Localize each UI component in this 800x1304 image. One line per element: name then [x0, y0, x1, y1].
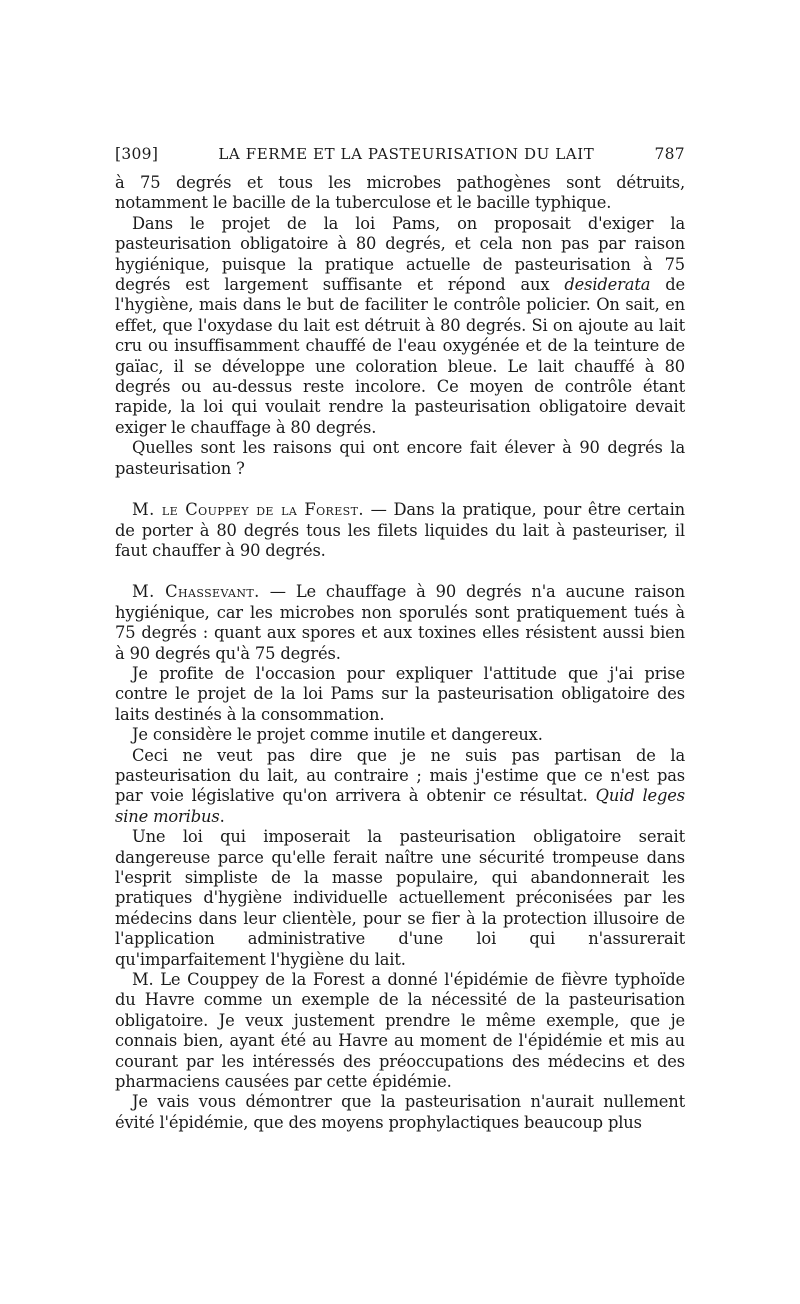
paragraph-gap	[115, 479, 685, 500]
running-title: LA FERME ET LA PASTEURISATION DU LAIT	[218, 145, 595, 163]
paragraph-9: Une loi qui imposerait la pasteurisation obligatoire serait dangereuse parce qu'elle ferait naître une sécurité trompeuse dans l'esprit simpliste de la masse populaire, qui abandonnerait les pratiques d'hygiène individuelle actuellement préconisées par les médecins dans leur clientèle, pour se fier à la protection illusoire de l'application administrative d'une loi qui n'assurerait qu'imparfaitement l'hygiène du lait.	[115, 827, 685, 969]
document-page	[115, 145, 685, 1133]
paragraph-11: Je vais vous démontrer que la pasteurisation n'aurait nullement évité l'épidémie, que des moyens prophylactiques beaucoup plus	[115, 1092, 685, 1132]
paragraph-5-text: — Le chauffage à 90 degrés n'a aucune raison hygiénique, car les microbes non sporulés sont pratiquement tués à 75 degrés : quant aux spores et aux toxines elles résistent aussi bien à 90 degrés qu'à 75 degrés.	[115, 582, 685, 663]
paragraph-8-text-b: .	[219, 806, 225, 826]
paragraph-7: Je considère le projet comme inutile et dangereux.	[132, 725, 543, 745]
paragraph-6: Je profite de l'occasion pour expliquer l'attitude que j'ai prise contre le projet de la loi Pams sur la pasteurisation obligatoire des laits destinés à la consommation.	[115, 663, 685, 724]
paragraph-5	[115, 582, 685, 664]
page-number: 787	[654, 145, 685, 163]
paragraph-4	[115, 500, 685, 561]
paragraph-4-text: — Dans la pratique, pour être certain de porter à 80 degrés tous les filets liquides du lait à pasteuriser, il faut chauffer à 90 degrés.	[115, 500, 685, 560]
speaker-name: M. Chassevant.	[132, 582, 260, 602]
paragraph-2-text-b: de l'hygiène, mais dans le but de faciliter le contrôle policier. On sait, en effet, que l'oxydase du lait est détruit à 80 degrés. Si on ajoute au lait cru ou insuffisamment chauffé de l'eau oxygénée et de la teinture de gaïac, il se développe une coloration bleue. Le lait chauffé à 80 degrés ou au-dessus reste incolore. Ce moyen de contrôle étant rapide, la loi qui voulait rendre la pasteurisation obligatoire devait exiger le chauffage à 80 degrés.	[115, 275, 685, 437]
paragraph-2	[115, 214, 685, 438]
paragraph-8-text-a: Ceci ne veut pas dire que je ne suis pas partisan de la pasteurisation du lait, au contraire ; mais j'estime que ce n'est pas par voie législative qu'on arrivera à obtenir ce résultat.	[115, 745, 685, 806]
paragraph-1: à 75 degrés et tous les microbes pathogènes sont détruits, notamment le bacille de la tuberculose et le bacille typhique.	[115, 173, 685, 213]
paragraph-10: M. Le Couppey de la Forest a donné l'épidémie de fièvre typhoïde du Havre comme un exemple de la nécessité de la pasteurisation obligatoire. Je veux justement prendre le même exemple, que je connais bien, ayant été au Havre au moment de l'épidémie et mis au courant par les intéressés des préoccupations des médecins et des pharmaciens causées par cette épidémie.	[115, 970, 685, 1092]
paragraph-2-italic: desiderata	[564, 275, 651, 295]
paragraph-2-text-a: Dans le projet de la loi Pams, on proposait d'exiger la pasteurisation obligatoire à 80 degrés, et cela non pas par raison hygiénique, puisque la pratique actuelle de pasteurisation à 75 degrés est largement suffisante et répond aux	[115, 213, 685, 295]
speaker-name: M. le Couppey de la Forest.	[132, 500, 364, 520]
page-reference: [309]	[115, 145, 159, 163]
running-header	[115, 145, 685, 163]
paragraph-8	[115, 746, 685, 828]
body-text	[115, 173, 685, 1133]
paragraph-3: Quelles sont les raisons qui ont encore fait élever à 90 degrés la pasteurisation ?	[115, 438, 685, 478]
paragraph-8-italic: Quid leges sine moribus	[115, 786, 685, 826]
paragraph-gap	[115, 561, 685, 582]
